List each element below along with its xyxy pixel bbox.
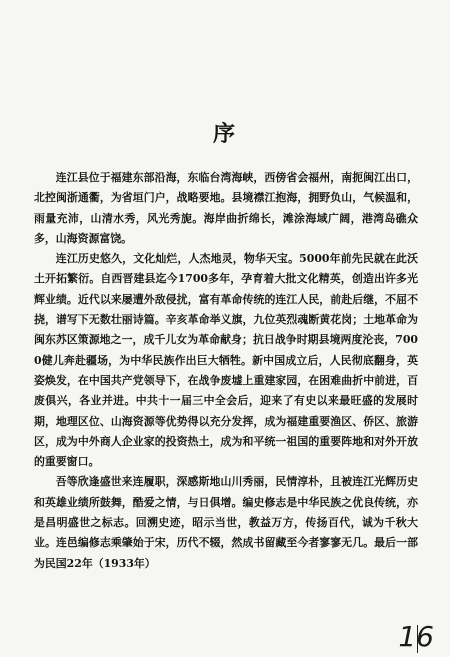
paragraph-3: 吾等欣逢盛世来连履职，深感斯地山川秀丽，民情淳朴，且被连江光辉历史和英雄业绩所鼓舞，酷爱之情，与日俱增。编史修志是中华民族之优良传统，亦是昌明盛世之标志。回溯史迹，昭示当世，教益万方，传扬百代，诚为千秋大业。连邑编修志乘肇始于宋，历代不辍，然成书留藏至今者寥寥无几。最后一部为民国22年（1933年）: [34, 475, 418, 570]
paragraph-2: 连江历史悠久，文化灿烂，人杰地灵，物华天宝。5000年前先民就在此沃土开拓繁衍。自西晋建县迄今1700多年，孕育着大批文化精英，创造出许多光辉业绩。近代以来屡遭外敌侵扰，富有革命传统的连江人民，前赴后继，不屈不挠，谱写下无数壮丽诗篇。辛亥革命举义旗，九位英烈魂断黄花岗；土地革命为闽东苏区策源地之一，成千儿女为革命献身；抗日战争时期县境两度沦丧，7000健儿奔赴疆场，为中华民族作出巨大牺牲。新中国成立后，人民彻底翻身，英姿焕发，在中国共产党领导下，在战争废墟上重建家园，在困难曲折中前进，百废俱兴，各业并进。中共十一届三中全会后，迎来了有史以来最旺盛的发展时期，地理区位、山海资源等优势得以充分发挥，成为福建重要渔区、侨区、旅游区，成为中外商人企业家的投资热土，成为和平统一祖国的重要阵地和对外开放的重要窗口。: [34, 252, 418, 469]
preface-body: [34, 168, 418, 574]
page-title: 序: [212, 121, 237, 147]
page-number: 16: [398, 620, 434, 653]
paragraph-1: 连江县位于福建东部沿海，东临台湾海峡，西傍省会福州，南扼闽江出口，北控闽浙通衢，为省垣门户，战略要地。县境襟江抱海，拥野负山，气候温和，雨量充沛，山清水秀，风光秀旎。海岸曲折绵长，滩涂海域广阔，港湾岛礁众多，山海资源富饶。: [34, 171, 418, 245]
